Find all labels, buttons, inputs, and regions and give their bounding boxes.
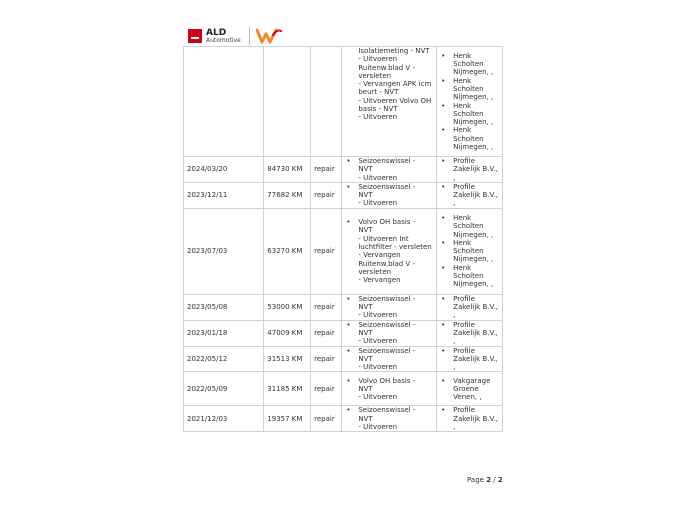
location-item bbox=[440, 239, 499, 264]
work-line: - Uitvoeren bbox=[358, 393, 398, 402]
work-line: NVT bbox=[358, 354, 373, 363]
location-line: Scholten bbox=[453, 84, 484, 93]
type-cell: repair bbox=[311, 346, 342, 372]
location-cell bbox=[437, 182, 503, 208]
table-row bbox=[184, 47, 503, 157]
work-line: NVT bbox=[358, 414, 373, 423]
partner-w-logo-icon bbox=[256, 27, 282, 45]
mileage-cell: 53000 KM bbox=[264, 294, 311, 320]
location-line: • Profile bbox=[453, 406, 475, 415]
work-line: - Uitvoeren Volvo OH bbox=[358, 96, 432, 105]
ald-logo-mark bbox=[188, 29, 202, 43]
location-line: Nijmegen, , bbox=[453, 280, 494, 289]
table-row bbox=[184, 372, 503, 406]
location-line: Scholten bbox=[453, 272, 484, 281]
work-list bbox=[345, 321, 433, 329]
location-line: Nijmegen, , bbox=[453, 230, 494, 239]
location-cell bbox=[437, 47, 503, 157]
location-line: • Henk bbox=[453, 76, 472, 85]
location-line: Zakelijk B.V., , bbox=[453, 328, 498, 346]
work-item: • Seizoenswissel - bbox=[345, 321, 433, 329]
date-cell: 2024/03/20 bbox=[184, 157, 264, 183]
location-line: Scholten bbox=[453, 109, 484, 118]
work-list bbox=[345, 295, 433, 303]
page-header bbox=[188, 26, 282, 46]
type-cell: repair bbox=[311, 182, 342, 208]
location-item bbox=[440, 126, 499, 151]
table-row bbox=[184, 406, 503, 432]
table-row bbox=[184, 320, 503, 346]
location-item bbox=[440, 214, 499, 239]
location-line: • Henk bbox=[453, 238, 472, 247]
work-line: NVT bbox=[358, 328, 373, 337]
location-item bbox=[440, 406, 499, 431]
maintenance-history-table bbox=[183, 46, 503, 432]
ald-logo-sub: Automotive bbox=[206, 36, 241, 44]
work-cell bbox=[342, 208, 437, 294]
type-cell: repair bbox=[311, 157, 342, 183]
date-cell: 2022/05/09 bbox=[184, 372, 264, 406]
work-line: - Vervangen bbox=[358, 251, 401, 260]
mileage-cell: 47009 KM bbox=[264, 320, 311, 346]
location-item bbox=[440, 377, 499, 402]
type-cell: repair bbox=[311, 406, 342, 432]
work-item: • Volvo OH basis - bbox=[345, 218, 433, 226]
location-line: Venen, , bbox=[453, 393, 482, 402]
location-item bbox=[440, 157, 499, 182]
work-line: Ruitenw.blad V - bbox=[358, 259, 415, 268]
location-item bbox=[440, 52, 499, 77]
location-list bbox=[440, 406, 499, 431]
location-cell bbox=[437, 346, 503, 372]
date-cell: 2023/12/11 bbox=[184, 182, 264, 208]
page-footer bbox=[467, 476, 503, 484]
location-line: • Profile bbox=[453, 320, 475, 329]
work-line: - Uitvoeren Int bbox=[358, 234, 409, 243]
type-cell: repair bbox=[311, 294, 342, 320]
location-cell bbox=[437, 157, 503, 183]
location-cell bbox=[437, 294, 503, 320]
location-list bbox=[440, 295, 499, 320]
table-row bbox=[184, 346, 503, 372]
page-label: Page bbox=[467, 476, 484, 484]
ald-logo-main: ALD bbox=[206, 27, 227, 38]
work-list bbox=[345, 183, 433, 191]
type-cell bbox=[311, 47, 342, 157]
work-line: versleten bbox=[358, 267, 392, 276]
location-line: Groene bbox=[453, 384, 479, 393]
location-item bbox=[440, 295, 499, 320]
work-item: • Volvo OH basis - bbox=[345, 377, 433, 385]
work-cell bbox=[342, 406, 437, 432]
work-line: beurt - NVT bbox=[358, 88, 399, 97]
location-line: • Profile bbox=[453, 294, 475, 303]
type-cell: repair bbox=[311, 208, 342, 294]
location-line: Nijmegen, , bbox=[453, 93, 494, 102]
location-cell bbox=[437, 372, 503, 406]
type-cell: repair bbox=[311, 372, 342, 406]
work-cell bbox=[342, 346, 437, 372]
work-list bbox=[345, 157, 433, 165]
mileage-cell: 63270 KM bbox=[264, 208, 311, 294]
work-line: - Uitvoeren bbox=[358, 55, 398, 64]
work-list bbox=[345, 218, 433, 226]
work-line: - Uitvoeren bbox=[358, 311, 398, 320]
location-line: Scholten bbox=[453, 247, 484, 256]
location-line: • Henk bbox=[453, 101, 472, 110]
page-current: 2 bbox=[486, 476, 492, 484]
location-list bbox=[440, 214, 499, 289]
location-list bbox=[440, 157, 499, 182]
location-line: Zakelijk B.V., , bbox=[453, 191, 498, 208]
work-cell bbox=[342, 320, 437, 346]
location-line: Scholten bbox=[453, 222, 484, 231]
work-line: - Vervangen APK icm bbox=[358, 80, 432, 89]
work-cell bbox=[342, 182, 437, 208]
table-row bbox=[184, 294, 503, 320]
work-line: NVT bbox=[358, 303, 373, 312]
page-separator: / bbox=[493, 476, 496, 484]
work-line: NVT bbox=[358, 165, 373, 174]
mileage-cell: 31513 KM bbox=[264, 346, 311, 372]
location-line: • Henk bbox=[453, 213, 472, 222]
work-item: • Seizoenswissel - bbox=[345, 347, 433, 355]
work-line: Ruitenw.blad V - bbox=[358, 63, 415, 72]
location-line: Nijmegen, , bbox=[453, 142, 494, 151]
mileage-cell bbox=[264, 47, 311, 157]
work-cell bbox=[342, 157, 437, 183]
location-item bbox=[440, 77, 499, 102]
work-line: - Uitvoeren bbox=[358, 173, 398, 182]
location-cell bbox=[437, 406, 503, 432]
work-item: • Seizoenswissel - bbox=[345, 295, 433, 303]
location-list bbox=[440, 347, 499, 372]
location-line: Nijmegen, , bbox=[453, 118, 494, 127]
location-line: Zakelijk B.V., , bbox=[453, 303, 498, 320]
work-item: • Seizoenswissel - bbox=[345, 183, 433, 191]
work-cell bbox=[342, 294, 437, 320]
date-cell: 2021/12/03 bbox=[184, 406, 264, 432]
location-line: • Henk bbox=[453, 263, 472, 272]
work-line: NVT bbox=[358, 226, 373, 235]
mileage-cell: 31185 KM bbox=[264, 372, 311, 406]
location-item bbox=[440, 321, 499, 346]
location-line: Nijmegen, , bbox=[453, 68, 494, 77]
location-line: Zakelijk B.V., , bbox=[453, 165, 498, 182]
date-cell bbox=[184, 47, 264, 157]
ald-logo-text bbox=[206, 29, 241, 44]
work-item: • Seizoenswissel - bbox=[345, 406, 433, 414]
work-line: - Vervangen bbox=[358, 276, 401, 285]
logo-divider bbox=[249, 27, 250, 45]
work-list bbox=[345, 377, 433, 385]
work-line: - Uitvoeren bbox=[358, 199, 398, 208]
location-list bbox=[440, 321, 499, 346]
work-line: Isolatiemeting - NVT bbox=[358, 47, 430, 55]
type-cell: repair bbox=[311, 320, 342, 346]
location-item bbox=[440, 264, 499, 289]
work-cell bbox=[342, 372, 437, 406]
location-cell bbox=[437, 320, 503, 346]
location-line: • Vakgarage bbox=[453, 376, 491, 385]
location-item bbox=[440, 183, 499, 208]
location-line: Zakelijk B.V., , bbox=[453, 414, 498, 432]
location-list bbox=[440, 52, 499, 152]
location-line: • Profile bbox=[453, 182, 475, 191]
mileage-cell: 84730 KM bbox=[264, 157, 311, 183]
location-line: • Profile bbox=[453, 157, 475, 165]
location-line: Nijmegen, , bbox=[453, 255, 494, 264]
work-line: NVT bbox=[358, 384, 373, 393]
location-list bbox=[440, 377, 499, 402]
work-line: - Uitvoeren bbox=[358, 363, 398, 372]
location-line: • Profile bbox=[453, 346, 475, 355]
date-cell: 2022/05/12 bbox=[184, 346, 264, 372]
work-cell bbox=[342, 47, 437, 157]
date-cell: 2023/01/18 bbox=[184, 320, 264, 346]
location-line: Zakelijk B.V., , bbox=[453, 354, 498, 372]
work-list bbox=[345, 347, 433, 355]
work-line: - Uitvoeren bbox=[358, 423, 398, 432]
work-line: - Uitvoeren bbox=[358, 113, 398, 122]
work-item: • Seizoenswissel - bbox=[345, 157, 433, 165]
table-row bbox=[184, 157, 503, 183]
location-item bbox=[440, 347, 499, 372]
work-line: - Uitvoeren bbox=[358, 337, 398, 346]
location-list bbox=[440, 183, 499, 208]
work-line: basis - NVT bbox=[358, 105, 398, 114]
mileage-cell: 77682 KM bbox=[264, 182, 311, 208]
work-list bbox=[345, 406, 433, 414]
location-line: Scholten bbox=[453, 60, 484, 69]
location-line: • Henk bbox=[453, 126, 472, 135]
table-row bbox=[184, 182, 503, 208]
location-line: • Henk bbox=[453, 51, 472, 60]
work-line: NVT bbox=[358, 191, 373, 200]
location-line: Scholten bbox=[453, 134, 484, 143]
mileage-cell: 19357 KM bbox=[264, 406, 311, 432]
page-total: 2 bbox=[497, 476, 503, 484]
date-cell: 2023/07/03 bbox=[184, 208, 264, 294]
work-line: luchtfilter - versleten bbox=[358, 242, 432, 251]
location-item bbox=[440, 102, 499, 127]
table-row bbox=[184, 208, 503, 294]
work-line: versleten bbox=[358, 71, 392, 80]
date-cell: 2023/05/08 bbox=[184, 294, 264, 320]
location-cell bbox=[437, 208, 503, 294]
